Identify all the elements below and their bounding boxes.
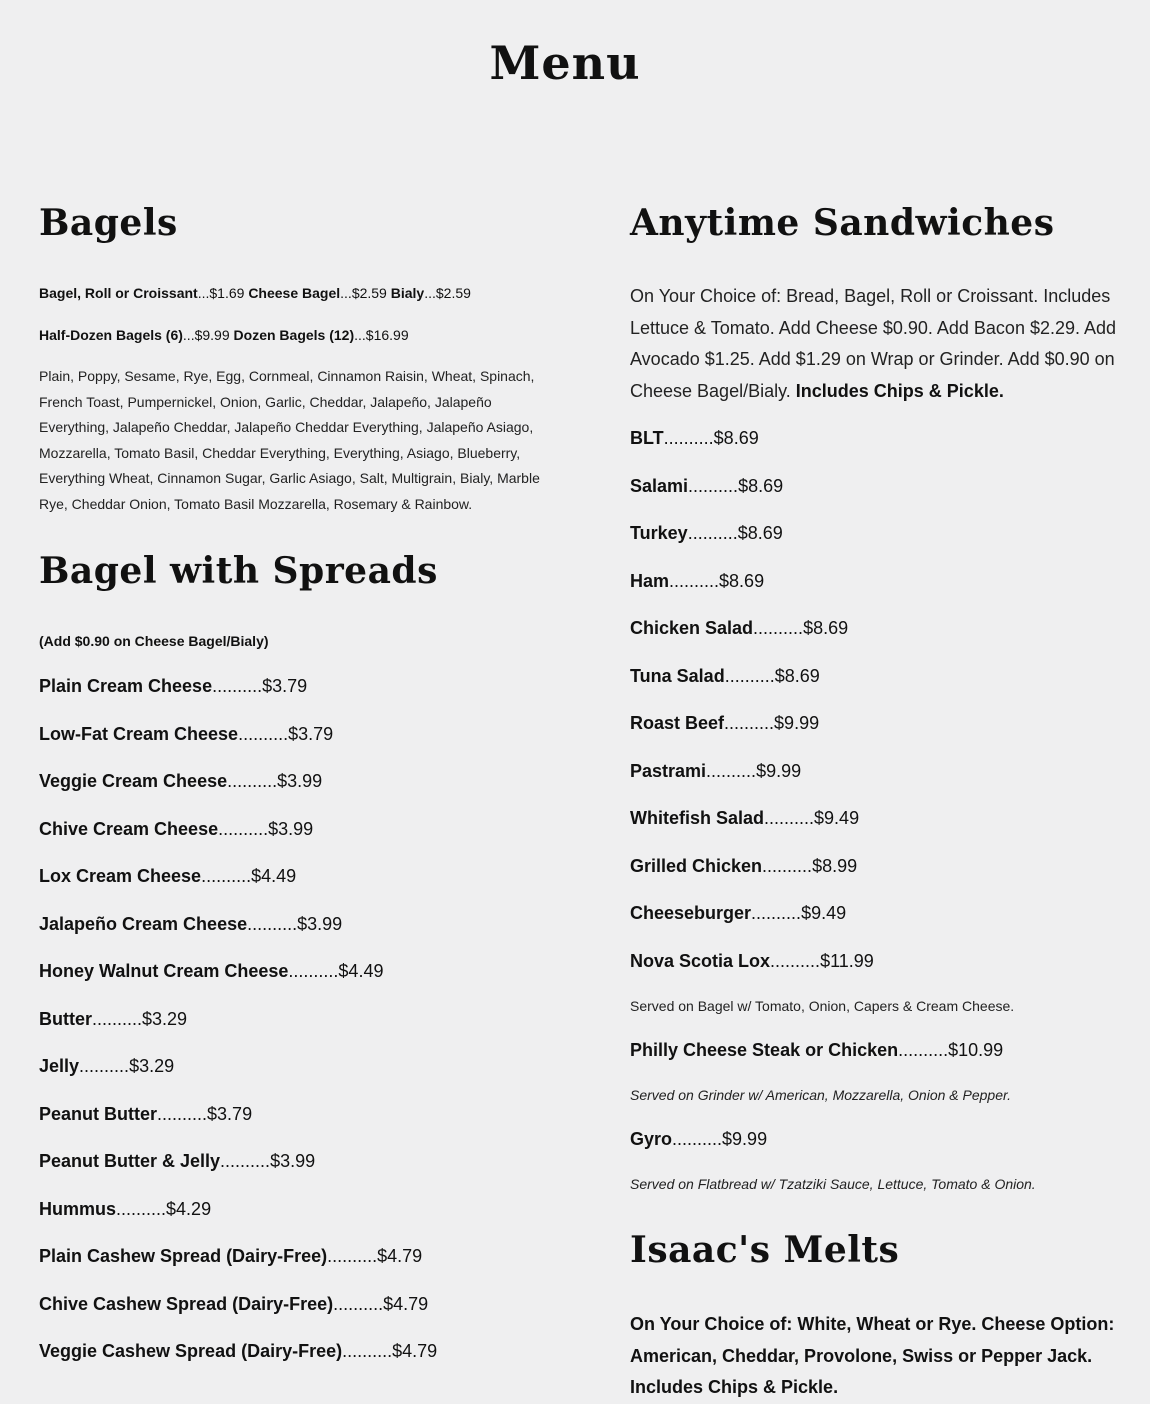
- leader: ..........: [687, 523, 738, 543]
- leader: ..........: [753, 618, 804, 638]
- leader: ..........: [669, 570, 720, 591]
- leader: ..........: [238, 723, 289, 744]
- item-price: $8.69: [713, 428, 759, 448]
- item-price: $3.99: [277, 771, 323, 791]
- item-name: Low-Fat Cream Cheese: [39, 723, 239, 744]
- item-name: BLT: [630, 428, 664, 448]
- item-name: Ham: [630, 570, 670, 591]
- menu-item: [39, 1292, 428, 1316]
- menu-item: [630, 426, 759, 450]
- leader: ...: [197, 285, 210, 301]
- bagel-prices-line-1: [39, 284, 471, 302]
- item-price: $8.69: [774, 665, 820, 686]
- price-item-name: Half-Dozen Bagels (6): [39, 327, 183, 343]
- leader: ..........: [706, 760, 757, 781]
- page-title: Menu: [489, 36, 641, 90]
- menu-item: [39, 817, 313, 841]
- item-name: Hummus: [39, 1198, 117, 1219]
- leader: ..........: [688, 475, 739, 496]
- item-name: Chicken Salad: [630, 618, 754, 638]
- leader: ...: [182, 327, 195, 343]
- item-price: $9.99: [774, 713, 820, 733]
- menu-item: [630, 759, 801, 783]
- spreads-note: (Add $0.90 on Cheese Bagel/Bialy): [39, 633, 269, 649]
- item-price: $3.99: [297, 913, 343, 934]
- item-price: $8.69: [738, 475, 784, 496]
- item-name: Lox Cream Cheese: [39, 866, 202, 886]
- sandwiches-heading: Anytime Sandwiches: [630, 202, 1055, 244]
- menu-item: [630, 806, 859, 830]
- item-name: Plain Cashew Spread (Dairy-Free): [39, 1246, 328, 1266]
- menu-item: [39, 864, 296, 888]
- leader: ..........: [116, 1198, 167, 1219]
- menu-item: [630, 664, 820, 688]
- item-name: Whitefish Salad: [630, 808, 765, 828]
- item-price: $4.79: [383, 1293, 429, 1314]
- menu-item: [630, 711, 819, 735]
- menu-item: [630, 1038, 1003, 1062]
- item-price: $8.69: [737, 523, 783, 543]
- item-price: $3.29: [129, 1056, 175, 1076]
- item-name: Peanut Butter & Jelly: [39, 1151, 221, 1171]
- leader: ...: [354, 327, 366, 343]
- menu-item: [630, 616, 848, 640]
- lox-note: Served on Bagel w/ Tomato, Onion, Capers & Cream Cheese.: [630, 998, 1015, 1014]
- leader: ..........: [663, 428, 714, 448]
- item-price: $3.79: [262, 676, 308, 696]
- item-price: $8.69: [803, 618, 849, 638]
- price-item-name: Bialy: [390, 285, 425, 301]
- leader: ...: [340, 285, 352, 301]
- item-name: Cheeseburger: [630, 903, 752, 923]
- item-name: Jalapeño Cream Cheese: [39, 913, 248, 934]
- item-price: $3.99: [268, 818, 314, 839]
- leader: ..........: [333, 1293, 384, 1314]
- item-price: $9.49: [801, 903, 847, 923]
- leader: ..........: [762, 855, 813, 876]
- item-price: $9.99: [722, 1129, 768, 1149]
- menu-item: [39, 674, 307, 698]
- gyro-note: Served on Flatbread w/ Tzatziki Sauce, Lettuce, Tomato & Onion.: [630, 1176, 1036, 1192]
- sandwiches-intro: [630, 281, 1120, 407]
- menu-item: [39, 1054, 174, 1078]
- leader: ..........: [751, 903, 802, 923]
- item-name: Tuna Salad: [630, 665, 725, 686]
- sandwiches-intro-text: On Your Choice of: Bread, Bagel, Roll or Croissant. Includes Lettuce & Tomato. Add Cheese $0.90. Add Bacon $2.29. Add Avocado $1.25. Add $1.29 on Wrap or Grinder. Add $0.90 on Cheese Bagel/Bialy.: [630, 286, 1117, 401]
- menu-item: [39, 1149, 315, 1173]
- leader: ..........: [92, 1008, 143, 1029]
- philly-note: Served on Grinder w/ American, Mozzarella, Onion & Pepper.: [630, 1087, 1012, 1103]
- leader: ..........: [79, 1056, 130, 1076]
- item-price: $4.49: [251, 866, 297, 886]
- menu-item: [630, 569, 764, 593]
- leader: ..........: [201, 866, 252, 886]
- melts-intro: On Your Choice of: White, Wheat or Rye. Cheese Option: American, Cheddar, Provolone, Swiss or Pepper Jack. Includes Chips & Pickle.: [630, 1314, 1115, 1397]
- price-item-name: Dozen Bagels (12): [233, 327, 355, 343]
- item-price: $3.29: [142, 1008, 188, 1029]
- price-item-name: Cheese Bagel: [248, 285, 341, 301]
- item-name: Butter: [39, 1008, 92, 1029]
- item-name: Nova Scotia Lox: [630, 950, 771, 971]
- price: $9.99: [194, 327, 230, 343]
- item-price: $11.99: [820, 950, 874, 971]
- menu-item: [39, 1339, 437, 1363]
- menu-item: [630, 854, 857, 878]
- item-price: $10.99: [948, 1040, 1004, 1060]
- item-name: Salami: [630, 475, 689, 496]
- item-price: $4.49: [338, 961, 384, 981]
- leader: ..........: [342, 1341, 393, 1361]
- item-name: Chive Cashew Spread (Dairy-Free): [39, 1293, 334, 1314]
- bagels-heading: Bagels: [39, 202, 178, 244]
- leader: ..........: [218, 818, 269, 839]
- menu-item: [630, 1127, 767, 1151]
- menu-item: [630, 901, 846, 925]
- item-name: Veggie Cashew Spread (Dairy-Free): [39, 1341, 343, 1361]
- item-name: Philly Cheese Steak or Chicken: [630, 1040, 899, 1060]
- item-name: Chive Cream Cheese: [39, 818, 219, 839]
- leader: ..........: [227, 771, 278, 791]
- leader: ..........: [672, 1129, 723, 1149]
- leader: ..........: [770, 950, 821, 971]
- menu-item: [39, 1244, 422, 1268]
- item-price: $8.69: [719, 570, 765, 591]
- menu-item: [39, 1007, 187, 1031]
- melts-heading: Isaac's Melts: [630, 1229, 900, 1271]
- item-name: Honey Walnut Cream Cheese: [39, 961, 289, 981]
- menu-item: [630, 949, 874, 973]
- item-price: $4.79: [392, 1341, 438, 1361]
- item-name: Veggie Cream Cheese: [39, 771, 228, 791]
- bagel-prices-line-2: [39, 326, 409, 344]
- leader: ..........: [724, 713, 775, 733]
- item-price: $3.79: [207, 1103, 253, 1124]
- item-price: $8.99: [812, 855, 858, 876]
- price: $2.59: [351, 285, 387, 301]
- price: $1.69: [209, 285, 245, 301]
- menu-item: [39, 1102, 252, 1126]
- leader: ..........: [247, 913, 298, 934]
- menu-item: [630, 521, 783, 545]
- leader: ..........: [220, 1151, 271, 1171]
- item-price: $4.29: [166, 1198, 212, 1219]
- spreads-heading: Bagel with Spreads: [39, 550, 438, 592]
- leader: ..........: [724, 665, 775, 686]
- item-name: Turkey: [630, 523, 688, 543]
- item-name: Jelly: [39, 1056, 80, 1076]
- leader: ..........: [764, 808, 815, 828]
- leader: ..........: [212, 676, 263, 696]
- price: $2.59: [435, 285, 471, 301]
- item-price: $3.79: [288, 723, 334, 744]
- item-name: Roast Beef: [630, 713, 725, 733]
- menu-item: [39, 1197, 211, 1221]
- leader: ..........: [157, 1103, 208, 1124]
- leader: ..........: [898, 1040, 949, 1060]
- item-name: Pastrami: [630, 760, 707, 781]
- bagel-varieties: Plain, Poppy, Sesame, Rye, Egg, Cornmeal, Cinnamon Raisin, Wheat, Spinach, French Toast, Pumpernickel, Onion, Garlic, Cheddar, Jalapeño, Jalapeño Everything, Jalapeño Cheddar, Jalapeño Cheddar Everything, Jalapeño Asiago, Mozzarella, Tomato Basil, Cheddar Everything, Everything, Asiago, Blueberry, Everything Wheat, Cinnamon Sugar, Garlic Asiago, Salt, Multigrain, Bialy, Marble Rye, Cheddar Onion, Tomato Basil Mozzarella, Rosemary & Rainbow.: [39, 368, 540, 512]
- leader: ...: [424, 285, 436, 301]
- item-name: Peanut Butter: [39, 1103, 158, 1124]
- menu-item: [630, 474, 783, 498]
- menu-item: [39, 769, 322, 793]
- price-item-name: Bagel, Roll or Croissant: [39, 285, 198, 301]
- item-price: $9.49: [814, 808, 860, 828]
- item-price: $4.79: [377, 1246, 423, 1266]
- item-name: Gyro: [630, 1129, 673, 1149]
- leader: ..........: [288, 961, 339, 981]
- item-price: $3.99: [270, 1151, 316, 1171]
- menu-item: [39, 959, 383, 983]
- item-name: Grilled Chicken: [630, 855, 763, 876]
- menu-item: [39, 912, 342, 936]
- leader: ..........: [327, 1246, 378, 1266]
- item-price: $9.99: [756, 760, 802, 781]
- menu-item: [39, 722, 333, 746]
- sandwiches-intro-bold: Includes Chips & Pickle.: [795, 380, 1004, 401]
- price: $16.99: [365, 327, 409, 343]
- item-name: Plain Cream Cheese: [39, 676, 213, 696]
